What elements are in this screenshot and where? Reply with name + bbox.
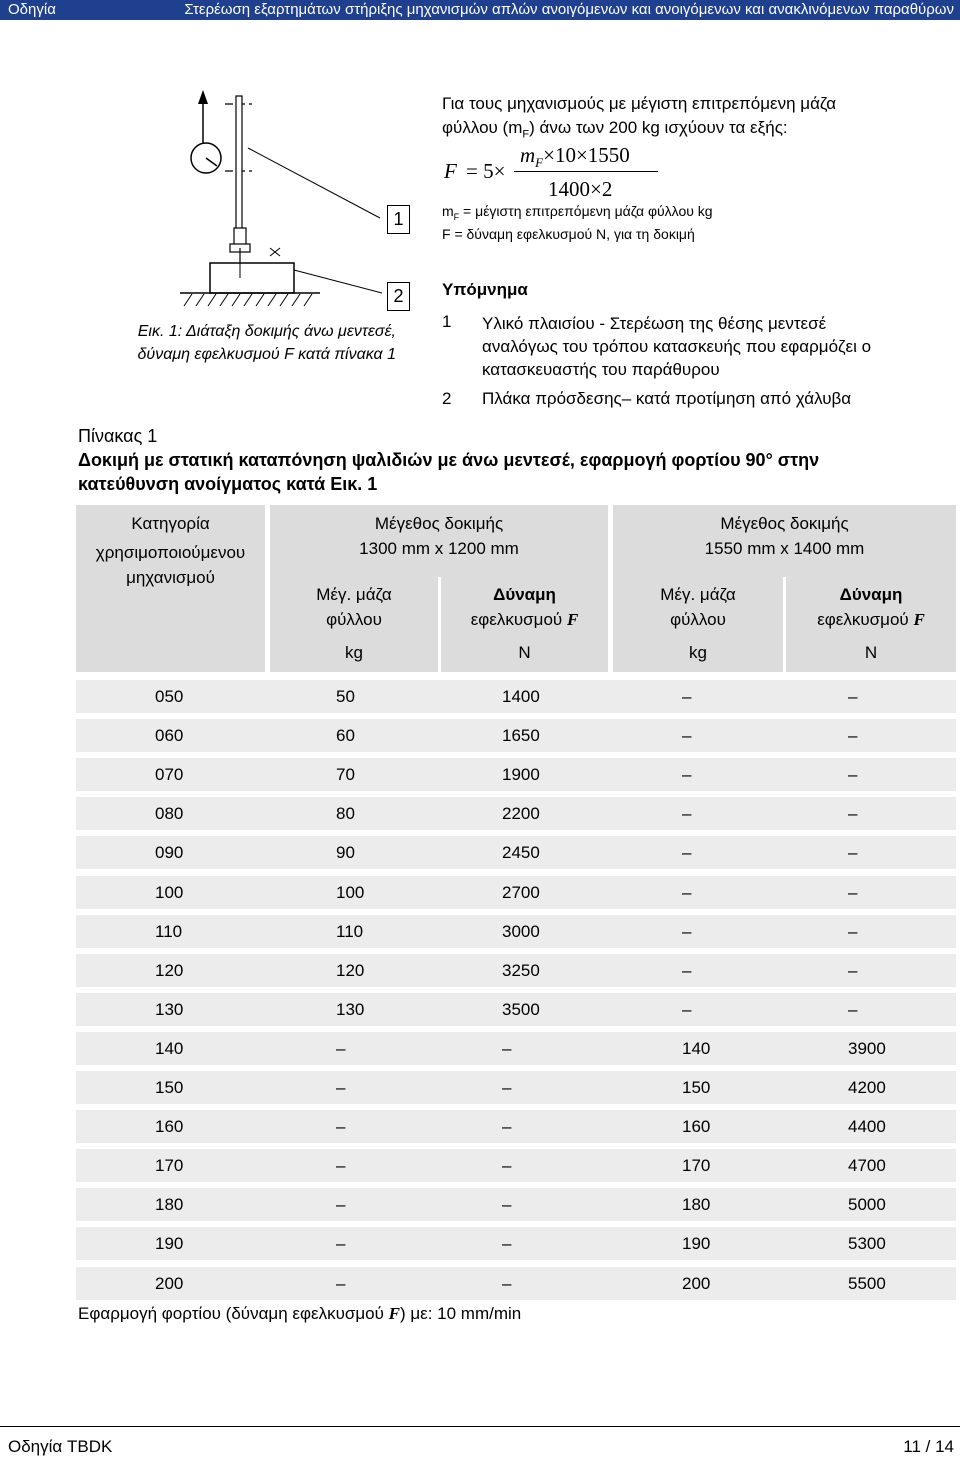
legend-title: Υπόμνημα [442,280,528,299]
figure-label-2: 2 [387,282,410,311]
table-cell: 090 [155,843,184,862]
legend-item-1-num: 1 [442,312,452,331]
header-left: Οδηγία [8,1,56,18]
table-cell: 120 [155,961,184,980]
page-header [0,0,960,20]
table-cell: 3000 [502,922,540,941]
figure-label-1: 1 [387,205,410,234]
table-cell: 4400 [848,1117,886,1136]
table-cell: – [848,922,858,941]
figure-caption [100,320,396,366]
header-force1: Δύναμη εφελκυσμού F N [470,585,579,662]
table-cell: 200 [682,1274,711,1293]
legend-item-2: Πλάκα πρόσδεσης– κατά προτίμηση από χάλυβα [482,389,852,408]
table-cell: 70 [336,765,355,784]
table-caption [78,424,819,496]
table-cell: 5300 [848,1234,886,1253]
table-title-line-2: κατεύθυνση ανοίγματος κατά Εικ. 1 [78,474,378,494]
table-cell: – [682,1000,692,1019]
table-cell: 160 [155,1117,184,1136]
table-cell: – [848,883,858,902]
header-title: Στερέωση εξαρτημάτων στήριξης μηχανισμών απλών ανοιγόμενων και ανοιγόμενων και ανακλινόμενων παραθύρων [184,1,954,18]
table-cell: – [848,687,858,706]
table-cell: – [336,1234,346,1253]
table-cell: 1400 [502,687,540,706]
legend-item-2-num: 2 [442,389,452,408]
table-cell: – [502,1039,512,1058]
definition-f: F = δύναμη εφελκυσμού N, για τη δοκιμή [442,226,695,242]
caption-line-1: Εικ. 1: Διάταξη δοκιμής άνω μεντεσέ, [137,323,396,340]
test-setup-drawing [160,88,420,318]
table-cell: – [848,961,858,980]
test-setup-figure [160,88,420,318]
table-cell: 180 [155,1195,184,1214]
table-cell: 5500 [848,1274,886,1293]
table-cell: – [848,765,858,784]
table-cell: 170 [155,1156,184,1175]
table-cell: 140 [682,1039,711,1058]
table-cell: 80 [336,804,355,823]
header-mass2: Μέγ. μάζα φύλλου kg [660,585,736,662]
table-cell: – [848,843,858,862]
table-row [76,1110,956,1143]
header-mass1: Μέγ. μάζα φύλλου kg [316,585,392,662]
table-footnote: Εφαρμογή φορτίου (δύναμη εφελκυσμού F) με: 10 mm/min [78,1304,522,1323]
table-cell: 4200 [848,1078,886,1097]
intro-line-2: φύλλου $(m_F)$ άνω των 200 kg ισχύουν τα εξής: [442,118,788,141]
table-cell: 110 [336,922,364,941]
page-footer [0,1426,960,1456]
table-cell: – [682,843,692,862]
table-cell: 060 [155,726,184,745]
formula-denominator: 1400×2 [548,177,613,201]
table-cell: 60 [336,726,355,745]
table-cell: 140 [155,1039,184,1058]
table-cell: 180 [682,1195,711,1214]
table-cell: – [502,1274,512,1293]
table-cell: 150 [682,1078,711,1097]
table-cell: 3250 [502,961,540,980]
formula-numerator: $m_F\times 10\times 1550$ [520,143,630,171]
table-cell: 2700 [502,883,540,902]
table-cell: 50 [336,687,355,706]
table-cell: 90 [336,843,355,862]
table-cell: 050 [155,687,184,706]
header-category: Κατηγορία χρησιμοποιούμενου μηχανισμού [95,514,246,587]
table-cell: – [848,726,858,745]
table-cell: – [336,1078,346,1097]
table-cell: – [848,804,858,823]
table-cell: 130 [155,1000,184,1019]
table-label: Πίνακας 1 [78,426,158,446]
footer-left: Οδηγία TBDK [8,1437,113,1456]
page-number: 11 / 14 [903,1437,954,1456]
table-cell: 200 [155,1274,184,1293]
table-cell: 1650 [502,726,540,745]
table-title-line-1: Δοκιμή με στατική καταπόνηση ψαλιδιών με άνω μεντεσέ, εφαρμογή φορτίου 90° στην [78,450,820,470]
table-cell: 170 [682,1156,711,1175]
table-cell: 070 [155,765,184,784]
header-size1: Μέγεθος δοκιμής 1300 mm x 1200 mm [359,514,519,558]
table-row [76,1071,956,1104]
header-force2: Δύναμη εφελκυσμού F N [817,585,925,662]
table-cell: – [336,1156,346,1175]
table-cell: – [336,1274,346,1293]
table-cell: 080 [155,804,184,823]
table-row [76,1188,956,1221]
table-cell: 1900 [502,765,540,784]
table-cell: 110 [155,922,183,941]
table-cell: 2200 [502,804,540,823]
table-cell: 190 [682,1234,711,1253]
table-cell: 120 [336,961,365,980]
table-cell: – [848,1000,858,1019]
table-cell: 130 [336,1000,365,1019]
table-cell: – [336,1039,346,1058]
table-row [76,1149,956,1182]
caption-line-2: δύναμη εφελκυσμού F κατά πίνακα 1 [137,346,396,363]
table-cell: – [682,726,692,745]
table-row [76,1267,956,1300]
table-cell: – [502,1234,512,1253]
table-cell: – [336,1117,346,1136]
table-row [76,1032,956,1065]
table-cell: – [502,1195,512,1214]
legend-item-1: Υλικό πλαισίου - Στερέωση της θέσης μεντεσέ αναλόγως του τρόπου κατασκευής που εφαρμόζει ο κατασκευαστής του παράθυρου [482,314,872,379]
header-size2: Μέγεθος δοκιμής 1550 mm x 1400 mm [704,514,865,558]
table-cell: 4700 [848,1156,886,1175]
table-cell: 3500 [502,1000,540,1019]
table-cell: 190 [155,1234,184,1253]
table-cell: – [682,961,692,980]
table-cell: – [682,765,692,784]
formula-fraction-bar [514,171,658,172]
formula-lhs: F [444,159,457,183]
table-cell: 3900 [848,1039,886,1058]
table-cell: 2450 [502,843,540,862]
table-cell: 160 [682,1117,711,1136]
table-cell: – [502,1078,512,1097]
table-cell: – [502,1156,512,1175]
formula-eq: = 5× [466,159,506,183]
table-cell: – [682,687,692,706]
table-cell: – [682,922,692,941]
table-cell: 150 [155,1078,184,1097]
table-cell: 100 [155,883,184,902]
table-cell: – [502,1117,512,1136]
table-cell: – [682,883,692,902]
intro-line-1: Για τους μηχανισμούς με μέγιστη επιτρεπόμενη μάζα [442,94,837,113]
definition-mf: $m_F = \mu έ\gamma\iota\sigma\tau\eta$ επιτρεπόμενη μάζα φύλλου kg [442,203,713,222]
table-cell: – [336,1195,346,1214]
table-cell: – [682,804,692,823]
table-cell: 100 [336,883,365,902]
table-cell: 5000 [848,1195,886,1214]
table-row [76,1227,956,1260]
